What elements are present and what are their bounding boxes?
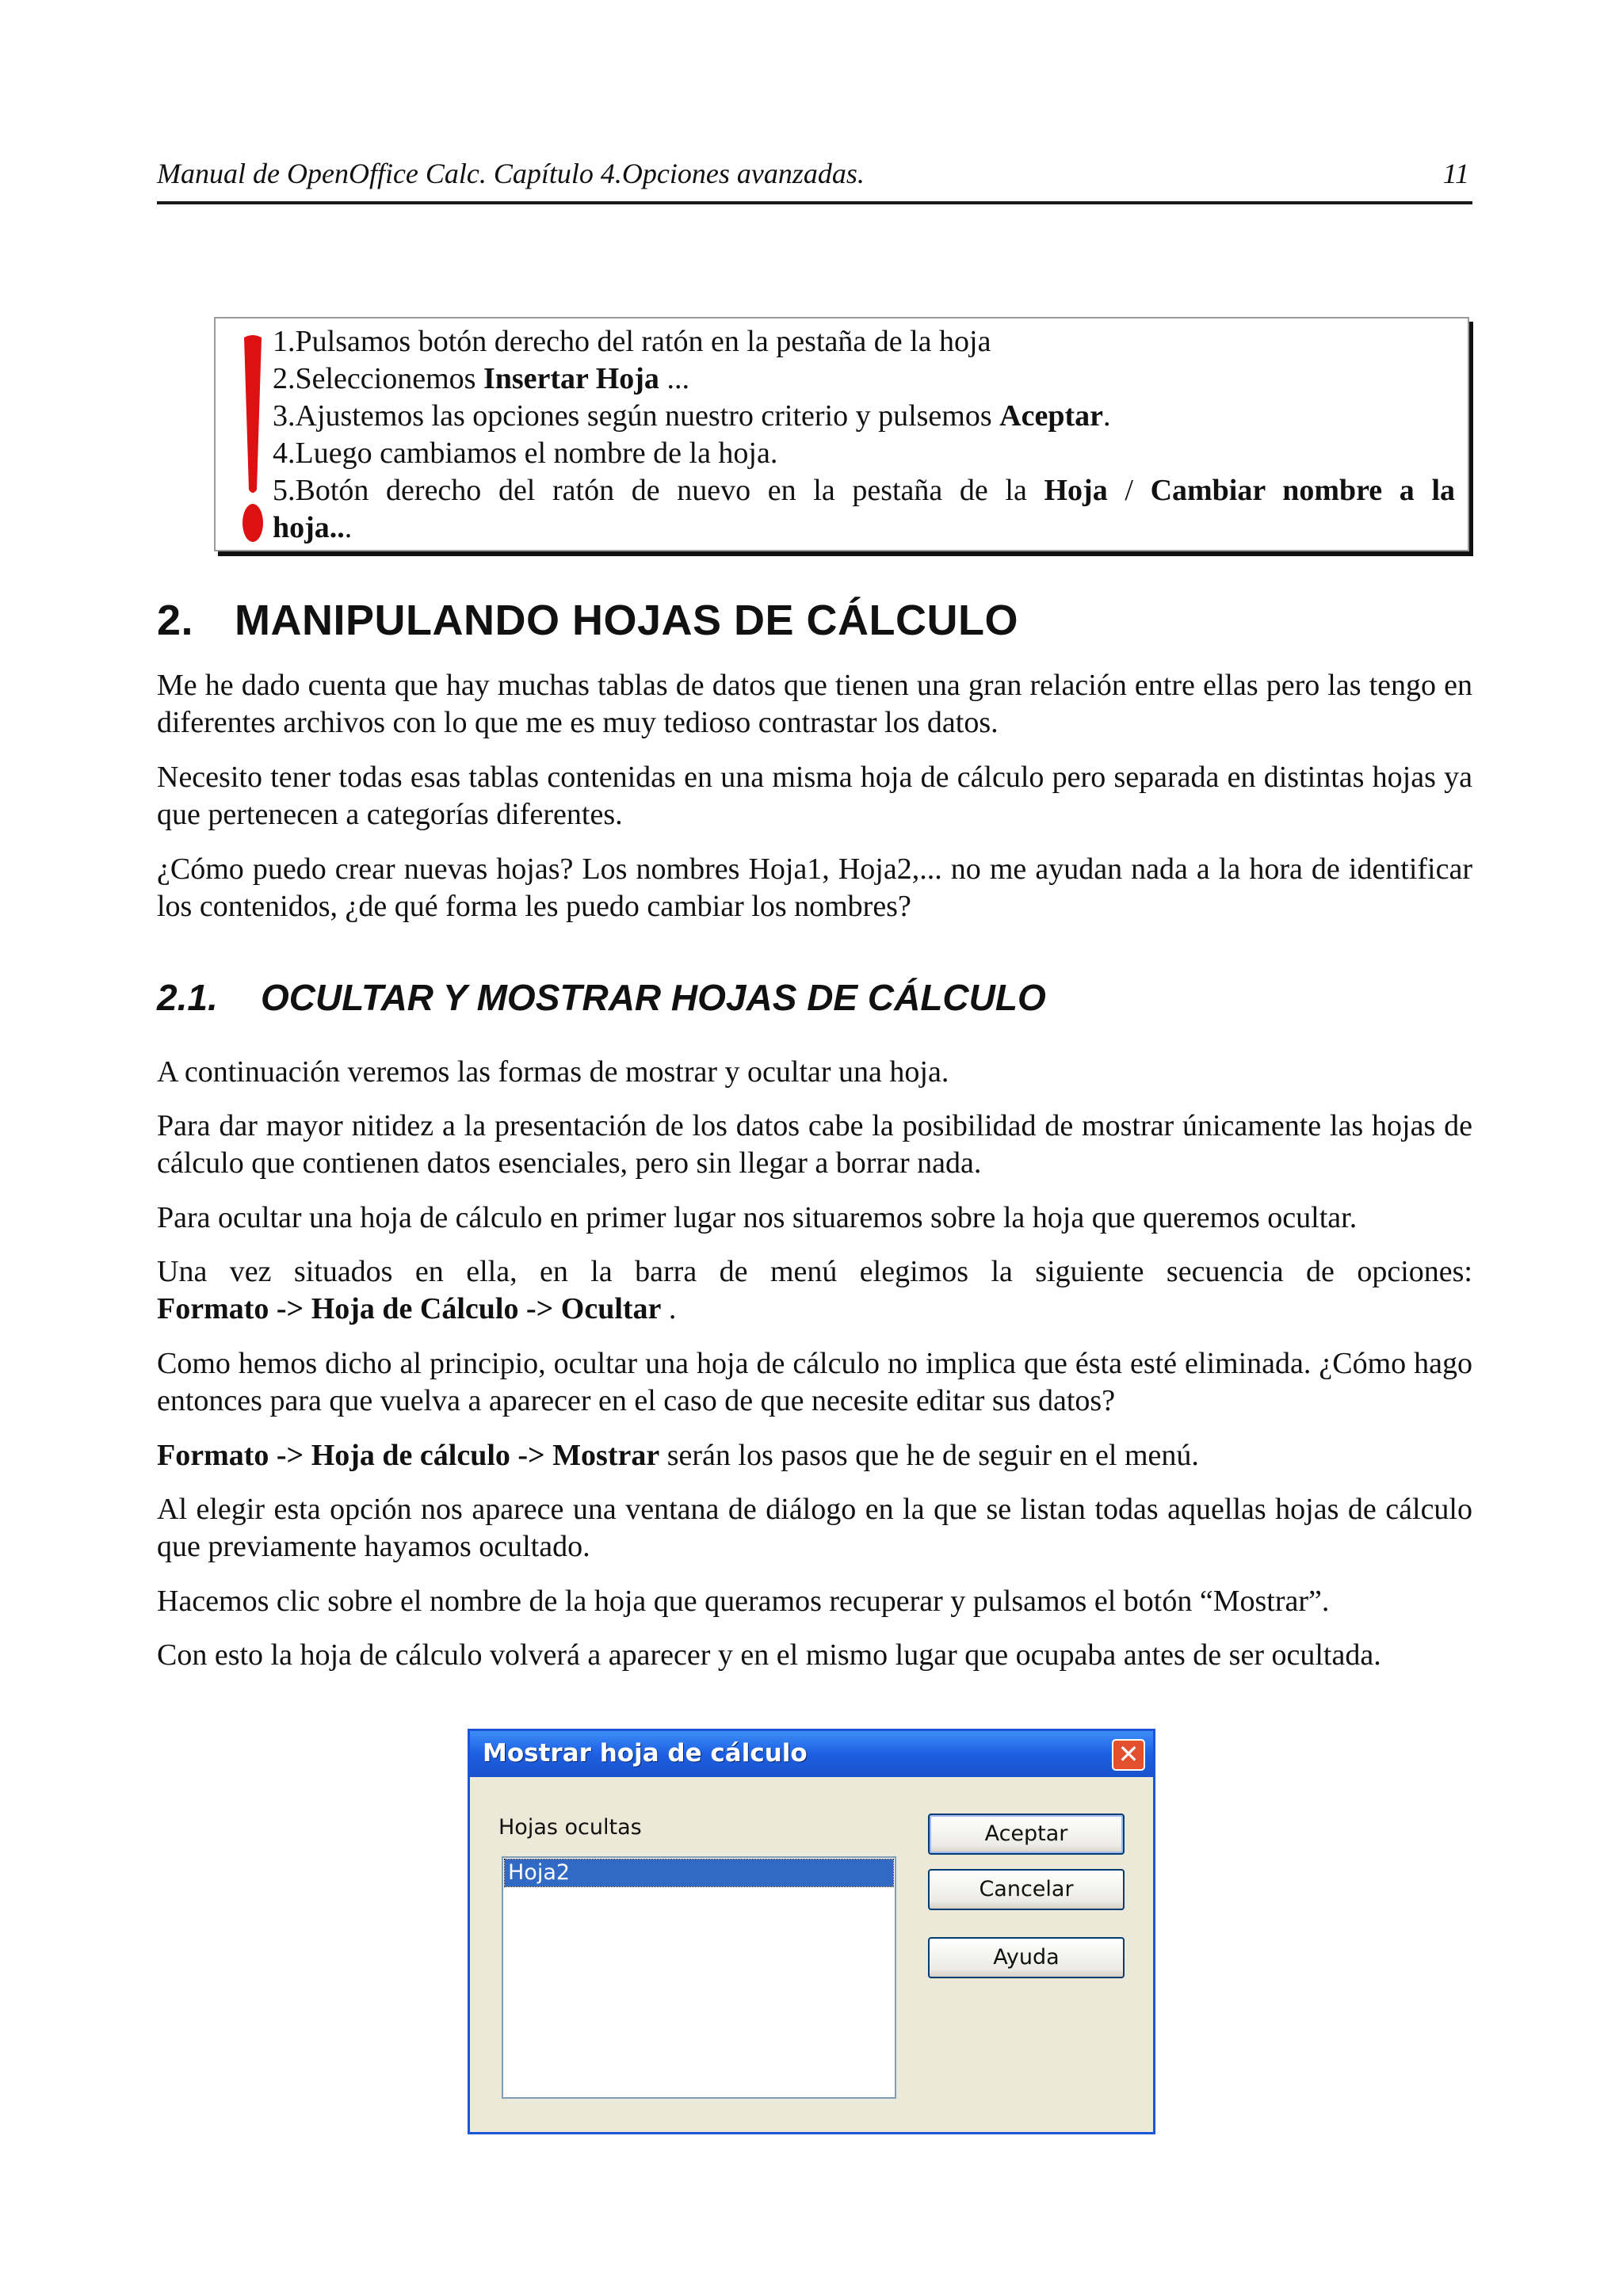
step-2: 2.Seleccionemos Insertar Hoja ... [273,362,689,395]
paragraph: Al elegir esta opción nos aparece una ventana de diálogo en la que se listan todas aquellas hojas de cálculo que previamente hayamos ocultado. [157,1493,1472,1563]
paragraph: A continuación veremos las formas de mostrar y ocultar una hoja. [157,1055,949,1089]
show-sheet-dialog [468,1729,1155,2134]
close-icon[interactable]: ✕ [1112,1739,1145,1771]
paragraph: Con esto la hoja de cálculo volverá a aparecer y en el mismo lugar que ocupaba antes de ser ocultada. [157,1638,1381,1672]
paragraph: Para dar mayor nitidez a la presentación de los datos cabe la posibilidad de mostrar únicamente las hojas de cálculo que contienen datos esenciales, pero sin llegar a borrar nada. [157,1109,1472,1180]
page-number: 11 [1442,158,1469,189]
paragraph: Una vez situados en ella, en la barra de menú elegimos la siguiente secuencia de opciones: [157,1255,1472,1288]
step-1: 1.Pulsamos botón derecho del ratón en la pestaña de la hoja [273,325,991,358]
steps-list [273,323,1455,547]
section-heading: 2. MANIPULANDO HOJAS DE CÁLCULO [157,597,1019,644]
list-item[interactable]: Hoja2 [505,1859,893,1886]
exclamation-icon [239,334,266,548]
note-box [214,317,1469,551]
paragraph: ¿Cómo puedo crear nuevas hojas? Los nombres Hoja1, Hoja2,... no me ayudan nada a la hora de identificar los contenidos, ¿de qué forma les puedo cambiar los nombres? [157,852,1472,923]
dialog-titlebar [470,1731,1153,1777]
paragraph: Me he dado cuenta que hay muchas tablas de datos que tienen una gran relación entre ellas pero las tengo en diferentes archivos con lo que me es muy tedioso contrastar los datos. [157,669,1472,739]
step-4: 4.Luego cambiamos el nombre de la hoja. [273,437,778,470]
dialog-title: Mostrar hoja de cálculo [483,1739,808,1768]
step-5: 5.Botón derecho del ratón de nuevo en la pestaña de la Hoja / Cambiar nombre a la [273,474,1456,507]
paragraph: Como hemos dicho al principio, ocultar una hoja de cálculo no implica que ésta esté eliminada. ¿Cómo hago entonces para que vuelva a aparecer en el caso de que necesite editar sus datos? [157,1347,1472,1417]
paragraph: Hacemos clic sobre el nombre de la hoja que queramos recuperar y pulsamos el botón “Mostrar”. [157,1585,1330,1618]
paragraph-menu-path: Formato -> Hoja de cálculo -> Mostrar serán los pasos que he de seguir en el menú. [157,1439,1199,1472]
step-5-continued: hoja... [273,511,353,544]
accept-button[interactable]: Aceptar [928,1814,1125,1855]
hidden-sheets-label: Hojas ocultas [498,1815,642,1840]
subsection-heading: 2.1. OCULTAR Y MOSTRAR HOJAS DE CÁLCULO [157,977,1046,1018]
paragraph: Necesito tener todas esas tablas contenidas en una misma hoja de cálculo pero separada en distintas hojas ya que pertenecen a categorías diferentes. [157,761,1472,831]
paragraph: Para ocultar una hoja de cálculo en primer lugar nos situaremos sobre la hoja que queremos ocultar. [157,1201,1358,1234]
page-header [157,154,1472,204]
header-title: Manual de OpenOffice Calc. Capítulo 4.Opciones avanzadas. [157,158,865,189]
cancel-button[interactable]: Cancelar [928,1869,1125,1910]
paragraph-menu-path: Formato -> Hoja de Cálculo -> Ocultar . [157,1292,677,1325]
step-3: 3.Ajustemos las opciones según nuestro criterio y pulsemos Aceptar. [273,399,1111,433]
help-button[interactable]: Ayuda [928,1937,1125,1978]
hidden-sheets-list[interactable] [502,1856,896,2099]
